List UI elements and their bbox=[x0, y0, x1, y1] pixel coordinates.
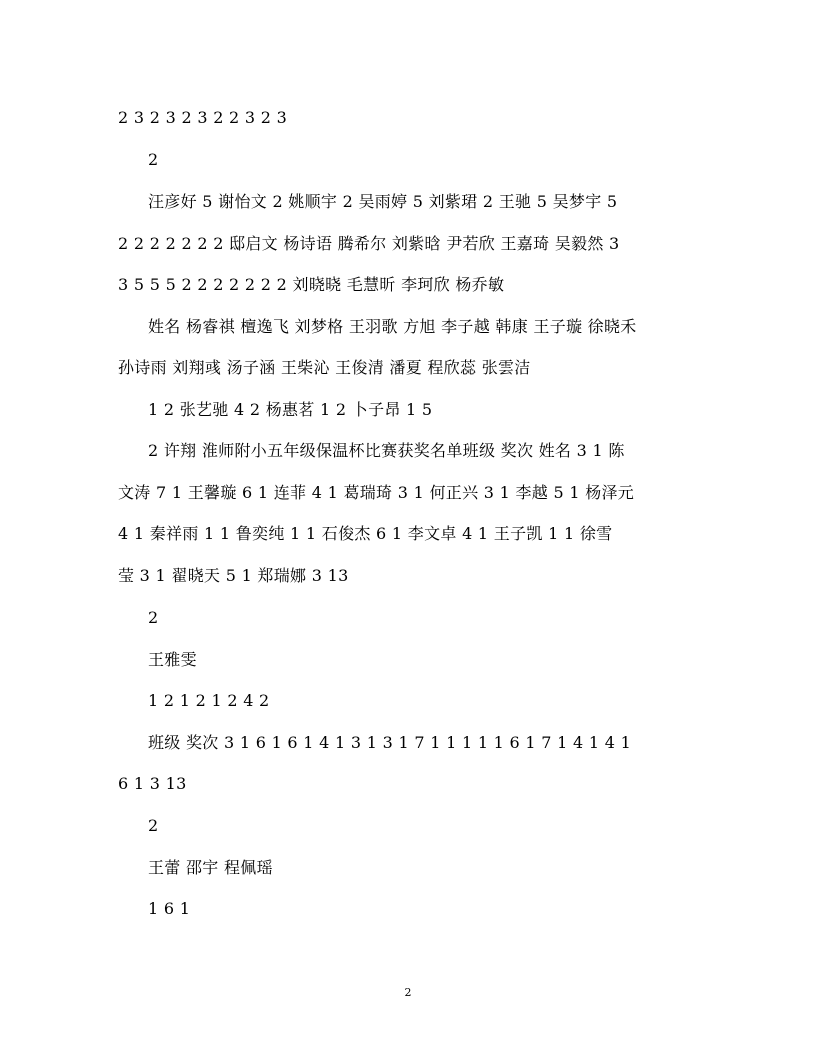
text-line: 2 bbox=[148, 816, 159, 835]
text-line: 1 2 1 2 1 2 4 2 bbox=[148, 691, 270, 710]
text-line: 莹 3 1 翟晓天 5 1 郑瑞娜 3 13 bbox=[118, 566, 349, 585]
text-line: 孙诗雨 刘翔彧 汤子涵 王柴沁 王俊清 潘夏 程欣蕊 张雲洁 bbox=[118, 358, 531, 377]
text-line: 姓名 杨睿祺 檀逸飞 刘梦格 王羽歌 方旭 李子越 韩康 王子璇 徐晓禾 bbox=[148, 317, 637, 336]
text-line: 2 许翔 淮师附小五年级保温杯比赛获奖名单班级 奖次 姓名 3 1 陈 bbox=[148, 441, 625, 460]
text-line: 1 2 张艺驰 4 2 杨惠茗 1 2 卜子昂 1 5 bbox=[148, 400, 433, 419]
text-line: 文涛 7 1 王馨璇 6 1 连菲 4 1 葛瑞琦 3 1 何正兴 3 1 李越 5 1 杨泽元 bbox=[118, 483, 635, 502]
text-line: 汪彦好 5 谢怡文 2 姚顺宇 2 吴雨婷 5 刘紫珺 2 王驰 5 吴梦宇 5 bbox=[148, 192, 618, 211]
text-line: 2 2 2 2 2 2 2 邸启文 杨诗语 腾希尔 刘紫晗 尹若欣 王嘉琦 吴毅然 3 bbox=[118, 234, 620, 253]
text-line: 2 3 2 3 2 3 2 2 3 2 3 bbox=[118, 108, 288, 127]
text-line: 1 6 1 bbox=[148, 899, 191, 918]
text-line: 2 bbox=[148, 150, 159, 169]
page-number: 2 bbox=[404, 986, 412, 999]
text-line: 王蕾 邵宇 程佩瑶 bbox=[148, 858, 273, 877]
text-line: 2 bbox=[148, 608, 159, 627]
text-line: 王雅雯 bbox=[148, 650, 197, 669]
text-line: 6 1 3 13 bbox=[118, 774, 187, 793]
text-line: 3 5 5 5 2 2 2 2 2 2 2 刘晓晓 毛慧昕 李珂欣 杨乔敏 bbox=[118, 275, 505, 294]
text-line: 4 1 秦祥雨 1 1 鲁奕纯 1 1 石俊杰 6 1 李文卓 4 1 王子凯 1 1 徐雪 bbox=[118, 524, 613, 543]
text-line: 班级 奖次 3 1 6 1 6 1 4 1 3 1 3 1 7 1 1 1 1 1 6 1 7 1 4 1 4 1 bbox=[148, 733, 632, 752]
